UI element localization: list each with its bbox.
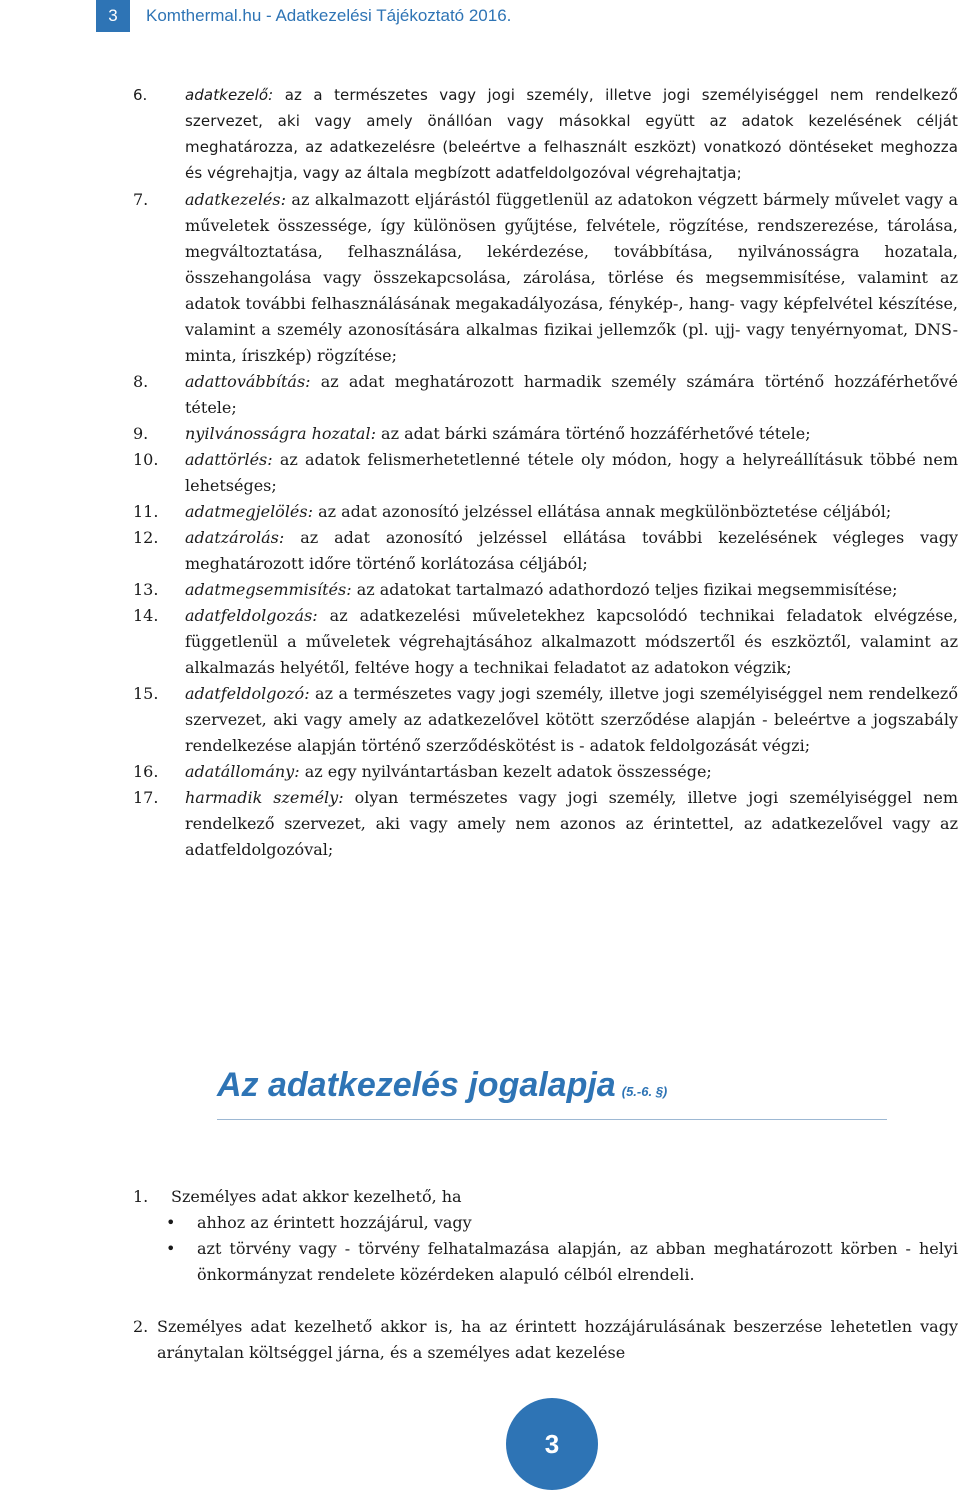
- definition-term: nyilvánosságra hozatal:: [185, 424, 376, 443]
- definition-term: adatállomány:: [185, 762, 300, 781]
- section-heading: [217, 1066, 887, 1120]
- definition-number: 14.: [133, 606, 159, 625]
- bullet-text: ahhoz az érintett hozzájárul, vagy: [197, 1213, 472, 1232]
- definition-term: adattovábbítás:: [185, 372, 311, 391]
- definition-item: [133, 447, 958, 499]
- basis-item: [133, 1314, 958, 1366]
- definition-item: [133, 525, 958, 577]
- definition-term: adatkezelő:: [185, 86, 274, 104]
- definition-text: az a természetes vagy jogi személy, illetve jogi személyiséggel nem rendelkező szervezet, aki vagy amely az adatkezelővel kötött szerződése alapján - beleértve a jogszabály rendelkezése alapján történő szerződéskötést is - adatok feldolgozását végzi;: [185, 684, 958, 755]
- definition-item: [133, 603, 958, 681]
- definition-term: adatkezelés:: [185, 190, 286, 209]
- definition-number: 8.: [133, 372, 149, 391]
- definition-item: [133, 421, 958, 447]
- definition-item: [133, 187, 958, 369]
- definition-item: [133, 759, 958, 785]
- footer-page-number: 3: [506, 1398, 598, 1490]
- definition-term: adatmegjelölés:: [185, 502, 313, 521]
- page-header: [0, 0, 960, 32]
- definition-term: adatfeldolgozás:: [185, 606, 318, 625]
- bullet-icon: •: [166, 1213, 176, 1232]
- definition-text: az adat azonosító jelzéssel ellátása annak megkülönböztetése céljából;: [313, 502, 892, 521]
- header-page-number: 3: [96, 0, 130, 32]
- bullet-item: [133, 1210, 958, 1236]
- definition-term: adatzárolás:: [185, 528, 285, 547]
- definition-text: az alkalmazott eljárástól függetlenül az adatokon végzett bármely művelet vagy a műveletek összessége, így különösen gyűjtése, felvétele, rögzítése, rendszerezése, tárolása, megváltoztatása, felhasználása, lekérdezése, továbbítása, nyilvánosságra hozatala, összehangolása vagy összekapcsolása, zárolása, törlése és megsemmisítése, valamint az adatok további felhasználásának megakadályozása, fénykép-, hang- vagy képfelvétel készítése, valamint a személy azonosítására alkalmas fizikai jellemzők (pl. ujj- vagy tenyérnyomat, DNS-minta, íriszkép) rögzítése;: [185, 190, 958, 365]
- definition-text: az adat azonosító jelzéssel ellátása további kezelésének végleges vagy meghatározott időre történő korlátozása céljából;: [185, 528, 958, 573]
- bullet-icon: •: [166, 1239, 176, 1258]
- definition-item: [133, 785, 958, 863]
- definition-term: adatfeldolgozó:: [185, 684, 310, 703]
- definition-text: az adat meghatározott harmadik személy számára történő hozzáférhetővé tétele;: [185, 372, 958, 417]
- definition-term: harmadik személy:: [185, 788, 344, 807]
- definition-text: az adatok felismerhetetlenné tétele oly módon, hogy a helyreállításuk többé nem lehetséges;: [185, 450, 958, 495]
- definition-number: 11.: [133, 502, 159, 521]
- definition-text: az a természetes vagy jogi személy, illetve jogi személyiséggel nem rendelkező szervezet, aki vagy amely önállóan vagy másokkal együtt az adatok kezelésének célját meghatározza, az adatkezelésre (beleértve a felhasznált eszközt) vonatkozó döntéseket meghozza és végrehajtja, vagy az általa megbízott adatfeldolgozóval végrehajtatja;: [185, 86, 958, 182]
- definition-number: 15.: [133, 684, 159, 703]
- definition-number: 7.: [133, 190, 149, 209]
- definition-number: 17.: [133, 788, 159, 807]
- definition-number: 12.: [133, 528, 159, 547]
- definition-item: [133, 82, 958, 186]
- definition-term: adatmegsemmisítés:: [185, 580, 352, 599]
- header-title: Komthermal.hu - Adatkezelési Tájékoztató 2016.: [146, 6, 512, 25]
- definition-item: [133, 577, 958, 603]
- definition-item: [133, 499, 958, 525]
- basis-item-number: 2.: [133, 1317, 149, 1336]
- section-subtitle: (5.-6. §): [621, 1084, 668, 1099]
- definition-term: adattörlés:: [185, 450, 273, 469]
- legal-basis-list: [133, 1184, 958, 1366]
- definition-text: olyan természetes vagy jogi személy, illetve jogi személyiséggel nem rendelkező szervezet, aki vagy amely nem azonos az érintettel, az adatkezelővel vagy az adatfeldolgozóval;: [185, 788, 959, 859]
- definition-text: az egy nyilvántartásban kezelt adatok összessége;: [299, 762, 712, 781]
- definition-item: [133, 369, 958, 421]
- definition-number: 9.: [133, 424, 149, 443]
- definition-number: 13.: [133, 580, 159, 599]
- definition-item: [133, 681, 958, 759]
- basis-bullets: [133, 1210, 958, 1288]
- basis-item-text: Személyes adat akkor kezelhető, ha: [171, 1187, 462, 1206]
- bullet-text: azt törvény vagy - törvény felhatalmazása alapján, az abban meghatározott körben - helyi önkormányzat rendelete közérdeken alapuló célból elrendeli.: [197, 1239, 958, 1284]
- basis-item: [133, 1184, 958, 1210]
- section-title: Az adatkezelés jogalapja: [217, 1066, 616, 1104]
- basis-item-text: Személyes adat kezelhető akkor is, ha az érintett hozzájárulásának beszerzése lehetetlen vagy aránytalan költséggel járna, és a személyes adat kezelése: [157, 1317, 958, 1362]
- definition-text: az adatokat tartalmazó adathordozó teljes fizikai megsemmisítése;: [351, 580, 898, 599]
- definition-text: az adat bárki számára történő hozzáférhetővé tétele;: [375, 424, 811, 443]
- definition-number: 16.: [133, 762, 159, 781]
- bullet-item: [133, 1236, 958, 1288]
- definition-text: az adatkezelési műveletekhez kapcsolódó technikai feladatok elvégzése, függetlenül a műveletek végrehajtásához alkalmazott módszertől és eszköztől, valamint az alkalmazás helyétől, feltéve hogy a technikai feladatot az adatokon végzik;: [185, 606, 958, 677]
- basis-item-number: 1.: [133, 1187, 149, 1206]
- definition-number: 6.: [133, 86, 148, 104]
- definitions-list: [133, 82, 958, 863]
- definition-number: 10.: [133, 450, 159, 469]
